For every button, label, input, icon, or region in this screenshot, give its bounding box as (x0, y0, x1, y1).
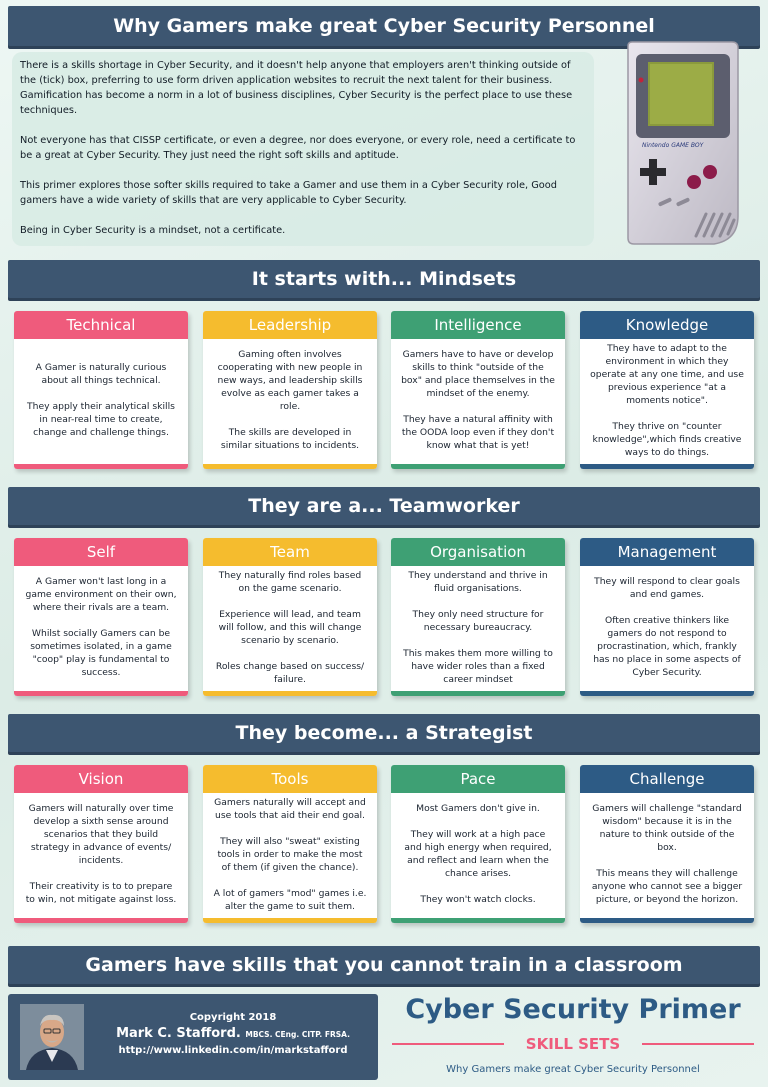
copyright-text: Copyright 2018 (189, 1012, 277, 1023)
card-text: They will also "sweat" existing tools in order to make the most of them (if given the chance). (217, 835, 363, 873)
card-accent-bar (14, 918, 188, 923)
card-text: This makes them more willing to have wider roles than a fixed career mindset (403, 647, 553, 685)
author-name: Mark C. Stafford. (116, 1026, 241, 1041)
card-team (203, 538, 377, 696)
card-pace (391, 765, 565, 923)
card-organisation (391, 538, 565, 696)
section-heading-strategist: They become... a Strategist (8, 714, 760, 752)
gameboy-logo-text: Nintendo GAME BOY (642, 142, 704, 149)
card-management (580, 538, 754, 696)
card-accent-bar (14, 464, 188, 469)
card-text: Gamers have to have or develop skills to think "outside of the box" and place themselves in the mindset of the enemy. (401, 349, 555, 399)
card-accent-bar (203, 918, 377, 923)
card-accent-bar (580, 691, 754, 696)
card-text: They will work at a high pace and high energy when required, and reflect and learn when the chance arises. (404, 829, 552, 879)
card-text: A lot of gamers "mod" games i.e. alter the game to suit them. (213, 887, 367, 912)
author-info (94, 1012, 372, 1056)
primer-caption: Why Gamers make great Cyber Security Personnel (446, 1064, 700, 1075)
gameboy-icon (620, 40, 742, 246)
tagline-banner: Gamers have skills that you cannot train in a classroom (8, 946, 760, 984)
card-text: The skills are developed in similar situations to incidents. (220, 427, 360, 451)
divider-line (642, 1043, 754, 1045)
primer-title: Cyber Security Primer (405, 994, 741, 1025)
linkedin-link[interactable]: http://www.linkedin.com/in/markstafford (118, 1045, 348, 1056)
card-text: A Gamer won't last long in a game environment on their own, where their rivals are a team. (25, 576, 177, 613)
card-text: They understand and thrive in fluid organisations. (408, 569, 548, 594)
card-text: This means they will challenge anyone who cannot see a bigger picture, or beyond the horizon. (591, 868, 743, 905)
card-accent-bar (391, 464, 565, 469)
card-accent-bar (580, 918, 754, 923)
card-title: Challenge (580, 765, 754, 793)
card-body (580, 566, 754, 688)
intro-panel (12, 52, 594, 246)
intro-paragraph: This primer explores those softer skills required to take a Gamer and use them in a Cyber Security role, Good gamers have a wide variety of skills that are very applicable to Cyber Security. (20, 180, 557, 206)
card-text: They have to adapt to the environment in which they operate at any one time, and use previous experience "at a moments notice". (590, 342, 744, 406)
card-accent-bar (203, 691, 377, 696)
card-text: They thrive on "counter knowledge",which finds creative ways to do things. (592, 420, 742, 458)
card-body (14, 566, 188, 688)
card-intelligence (391, 311, 565, 469)
card-body (203, 339, 377, 461)
card-title: Tools (203, 765, 377, 793)
skill-sets-label: SKILL SETS (525, 1035, 621, 1053)
card-text: They only need structure for necessary bureaucracy. (412, 608, 544, 633)
card-leadership (203, 311, 377, 469)
card-body (14, 339, 188, 461)
author-footer (8, 994, 378, 1080)
card-text: A Gamer is naturally curious about all things technical. (35, 362, 167, 386)
card-tools (203, 765, 377, 923)
card-text: Gamers naturally will accept and use tools that aid their end goal. (214, 796, 366, 821)
card-title: Self (14, 538, 188, 566)
card-text: Most Gamers don't give in. (416, 803, 540, 814)
card-title: Pace (391, 765, 565, 793)
intro-paragraph: Not everyone has that CISSP certificate, or even a degree, nor does everyone, or every role, need a certificate to be a great at Cyber Security. They just need the right soft skills and aptitude. (20, 135, 576, 161)
card-accent-bar (391, 918, 565, 923)
card-body (391, 566, 565, 688)
card-text: Gamers will naturally over time develop a sixth sense around scenarios that they build strategy in advance of events/ incidents. (28, 803, 174, 866)
card-title: Vision (14, 765, 188, 793)
card-title: Knowledge (580, 311, 754, 339)
card-text: They apply their analytical skills in near-real time to create, change and challenge things. (27, 401, 175, 438)
skill-sets-row (386, 1033, 760, 1055)
card-body (580, 793, 754, 915)
card-title: Intelligence (391, 311, 565, 339)
page-title: Why Gamers make great Cyber Security Personnel (8, 6, 760, 46)
intro-paragraph: Being in Cyber Security is a mindset, not a certificate. (20, 225, 286, 236)
card-title: Team (203, 538, 377, 566)
card-text: They won't watch clocks. (420, 894, 536, 905)
card-text: They naturally find roles based on the game scenario. (218, 569, 362, 594)
card-body (203, 566, 377, 688)
card-knowledge (580, 311, 754, 469)
section-heading-mindsets: It starts with... Mindsets (8, 260, 760, 298)
card-text: Often creative thinkers like gamers do not respond to procrastination, which, frankly has no place in some aspects of Cyber Security. (593, 615, 741, 678)
card-self (14, 538, 188, 696)
card-body (391, 793, 565, 915)
gameboy-illustration (620, 40, 742, 246)
card-challenge (580, 765, 754, 923)
card-text: They have a natural affinity with the OODA loop even if they don't know what that is yet! (401, 414, 555, 451)
card-technical (14, 311, 188, 469)
card-accent-bar (203, 464, 377, 469)
card-text: Experience will lead, and team will follow, and this will change scenario by scenario. (218, 608, 362, 646)
card-title: Organisation (391, 538, 565, 566)
card-text: Whilst socially Gamers can be sometimes isolated, in a game "coop" play is fundamental to success. (30, 628, 172, 678)
card-vision (14, 765, 188, 923)
card-text: Gamers will challenge "standard wisdom" because it is in the nature to think outside of the box. (592, 803, 742, 853)
card-title: Leadership (203, 311, 377, 339)
card-body (580, 339, 754, 461)
card-title: Management (580, 538, 754, 566)
author-credentials: MBCS. CEng. CITP. FRSA. (245, 1030, 350, 1039)
card-title: Technical (14, 311, 188, 339)
card-accent-bar (580, 464, 754, 469)
card-accent-bar (391, 691, 565, 696)
card-body (391, 339, 565, 461)
author-name-line (94, 1026, 372, 1041)
card-text: Their creativity is to to prepare to win, not mitigate against loss. (25, 881, 177, 905)
section-heading-teamworker: They are a... Teamworker (8, 487, 760, 525)
card-text: Gaming often involves cooperating with new people in new ways, and leadership skills evolve as each gamer takes a role. (217, 349, 363, 412)
card-body (203, 793, 377, 915)
card-text: They will respond to clear goals and end games. (594, 576, 740, 600)
card-accent-bar (14, 691, 188, 696)
avatar (20, 1004, 84, 1070)
author-portrait-icon (20, 1004, 84, 1070)
card-text: Roles change based on success/ failure. (215, 660, 365, 685)
card-body (14, 793, 188, 915)
intro-paragraph: There is a skills shortage in Cyber Security, and it doesn't help anyone that employers aren't thinking outside of the (tick) box, preferring to use form driven application websites to recruit the next talent for their business. Gamification has become a norm in a lot of business disciplines, Cyber Security is the perfect place to use these techniques. (20, 60, 573, 116)
